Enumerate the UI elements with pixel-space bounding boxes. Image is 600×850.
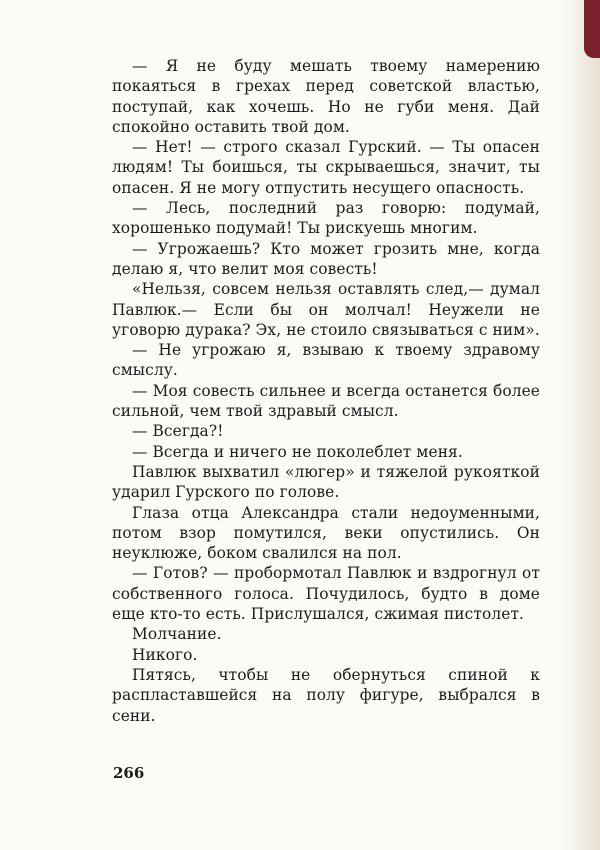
paragraph-5: «Нельзя, совсем нельзя оставлять след,— думал Павлюк.— Если бы он молчал! Неужели не уговорю дурака? Эх, не стоило связываться с ним».: [112, 280, 540, 339]
paragraph-7: — Моя совесть сильнее и всегда останется более сильной, чем твой здравый смысл.: [112, 381, 540, 421]
paragraph-2: — Нет! — строго сказал Гурский. — Ты опасен людям! Ты боишься, ты скрываешься, значит, ты опасен. Я не могу отпустить несущего опасность.: [112, 138, 540, 197]
paragraph-9: — Всегда и ничего не поколеблет меня.: [132, 442, 463, 461]
paragraph-10: Павлюк выхватил «люгер» и тяжелой рукояткой ударил Гурского по голове.: [112, 462, 540, 502]
paragraph-14: Никого.: [132, 645, 198, 664]
paragraph-1: — Я не буду мешать твоему намерению покаяться в грехах перед советской властью, поступай, как хочешь. Но не губи меня. Дай спокойно оставить твой дом.: [112, 57, 540, 136]
paragraph-8: — Всегда?!: [132, 422, 224, 441]
paragraph-12: — Готов? — пробормотал Павлюк и вздрогнул от собственного голоса. Почудилось, будто в доме еще кто-то есть. Прислушался, сжимая пистолет.: [112, 564, 540, 624]
page-text: [112, 56, 540, 726]
paragraph-11: Глаза отца Александра стали недоуменными, потом взор помутился, веки опустились. Он неуклюже, боком свалился на пол.: [112, 503, 540, 563]
binding-edge-mark: [584, 0, 600, 58]
page-number: 266: [113, 764, 145, 782]
paragraph-15: Пятясь, чтобы не обернуться спиной к распластавшейся на полу фигуре, выбрался в сени.: [112, 665, 540, 725]
paragraph-6: — Не угрожаю я, взываю к твоему здравому смыслу.: [112, 341, 540, 380]
paragraph-4: — Угрожаешь? Кто может грозить мне, когда делаю я, что велит моя совесть!: [112, 239, 540, 278]
paragraph-3: — Лесь, последний раз говорю: подумай, хорошенько подумай! Ты рискуешь многим.: [112, 199, 540, 238]
paragraph-13: Молчание.: [132, 625, 222, 644]
page-edge-shadow: [562, 0, 600, 850]
